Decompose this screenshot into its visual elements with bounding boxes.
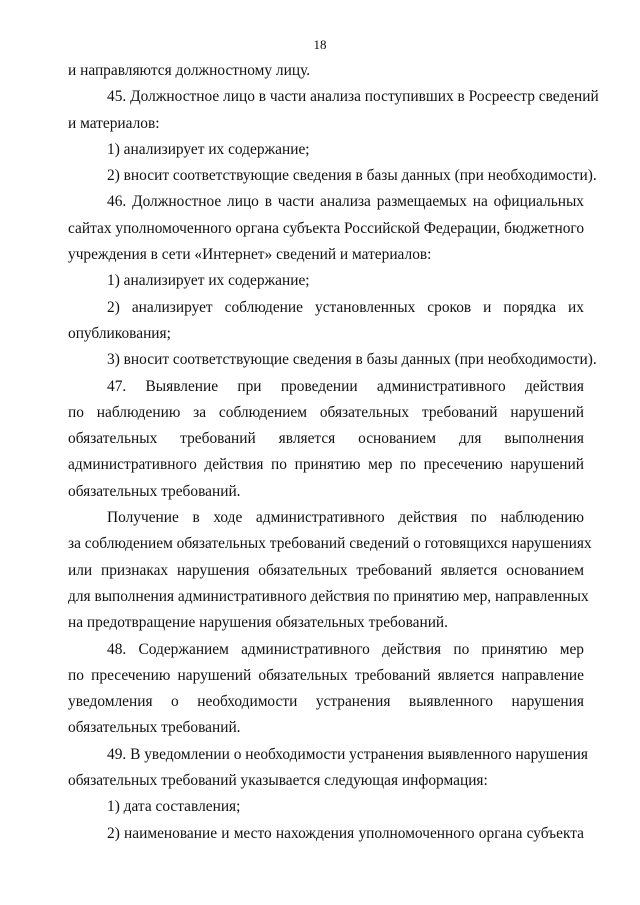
text-line: по пресечению нарушений обязательных требований является направление: [68, 666, 584, 684]
text-line: на предотвращение нарушения обязательных требований.: [68, 614, 449, 632]
text-line: обязательных требований.: [68, 719, 241, 737]
text-line: 48. Содержанием административного действия по принятию мер: [107, 640, 584, 658]
text-line: обязательных требований является основанием для выполнения: [68, 430, 584, 448]
text-line: 46. Должностное лицо в части анализа размещаемых на официальных: [107, 193, 584, 211]
text-line: учреждения в сети «Интернет» сведений и материалов:: [68, 246, 432, 264]
text-line: 45. Должностное лицо в части анализа поступивших в Росреестр сведений: [107, 88, 599, 106]
text-line: обязательных требований.: [68, 482, 241, 500]
text-line: и материалов:: [68, 114, 160, 132]
text-line: 49. В уведомлении о необходимости устранения выявленного нарушения: [107, 745, 589, 763]
text-line: 2) наименование и место нахождения уполномоченного органа субъекта: [107, 824, 584, 842]
text-line: или признаках нарушения обязательных требований является основанием: [68, 561, 584, 579]
page-number: 18: [313, 37, 327, 52]
text-line: Получение в ходе административного действия по наблюдению: [107, 509, 584, 527]
text-line: 1) дата составления;: [107, 798, 241, 816]
text-line: опубликования;: [68, 324, 171, 342]
text-line: за соблюдением обязательных требований сведений о готовящихся нарушениях: [68, 535, 592, 553]
text-line: уведомления о необходимости устранения выявленного нарушения: [68, 693, 584, 711]
text-line: и направляются должностному лицу.: [68, 62, 311, 79]
text-line: 3) вносит соответствующие сведения в базы данных (при необходимости).: [107, 351, 597, 369]
text-line: 2) вносит соответствующие сведения в базы данных (при необходимости).: [107, 167, 597, 185]
text-line: 1) анализирует их содержание;: [107, 140, 310, 158]
text-line: административного действия по принятию мер по пресечению нарушений: [68, 456, 584, 474]
text-line: сайтах уполномоченного органа субъекта Российской Федерации, бюджетного: [68, 219, 585, 237]
text-line: 2) анализирует соблюдение установленных сроков и порядка их: [107, 298, 584, 316]
text-line: для выполнения административного действия по принятию мер, направленных: [68, 587, 589, 605]
text-line: 1) анализирует их содержание;: [107, 272, 310, 290]
text-line: по наблюдению за соблюдением обязательных требований нарушений: [68, 403, 584, 421]
text-line: 47. Выявление при проведении административного действия: [107, 377, 584, 395]
document-body: [68, 58, 599, 847]
text-line: обязательных требований указывается следующая информация:: [68, 772, 488, 790]
